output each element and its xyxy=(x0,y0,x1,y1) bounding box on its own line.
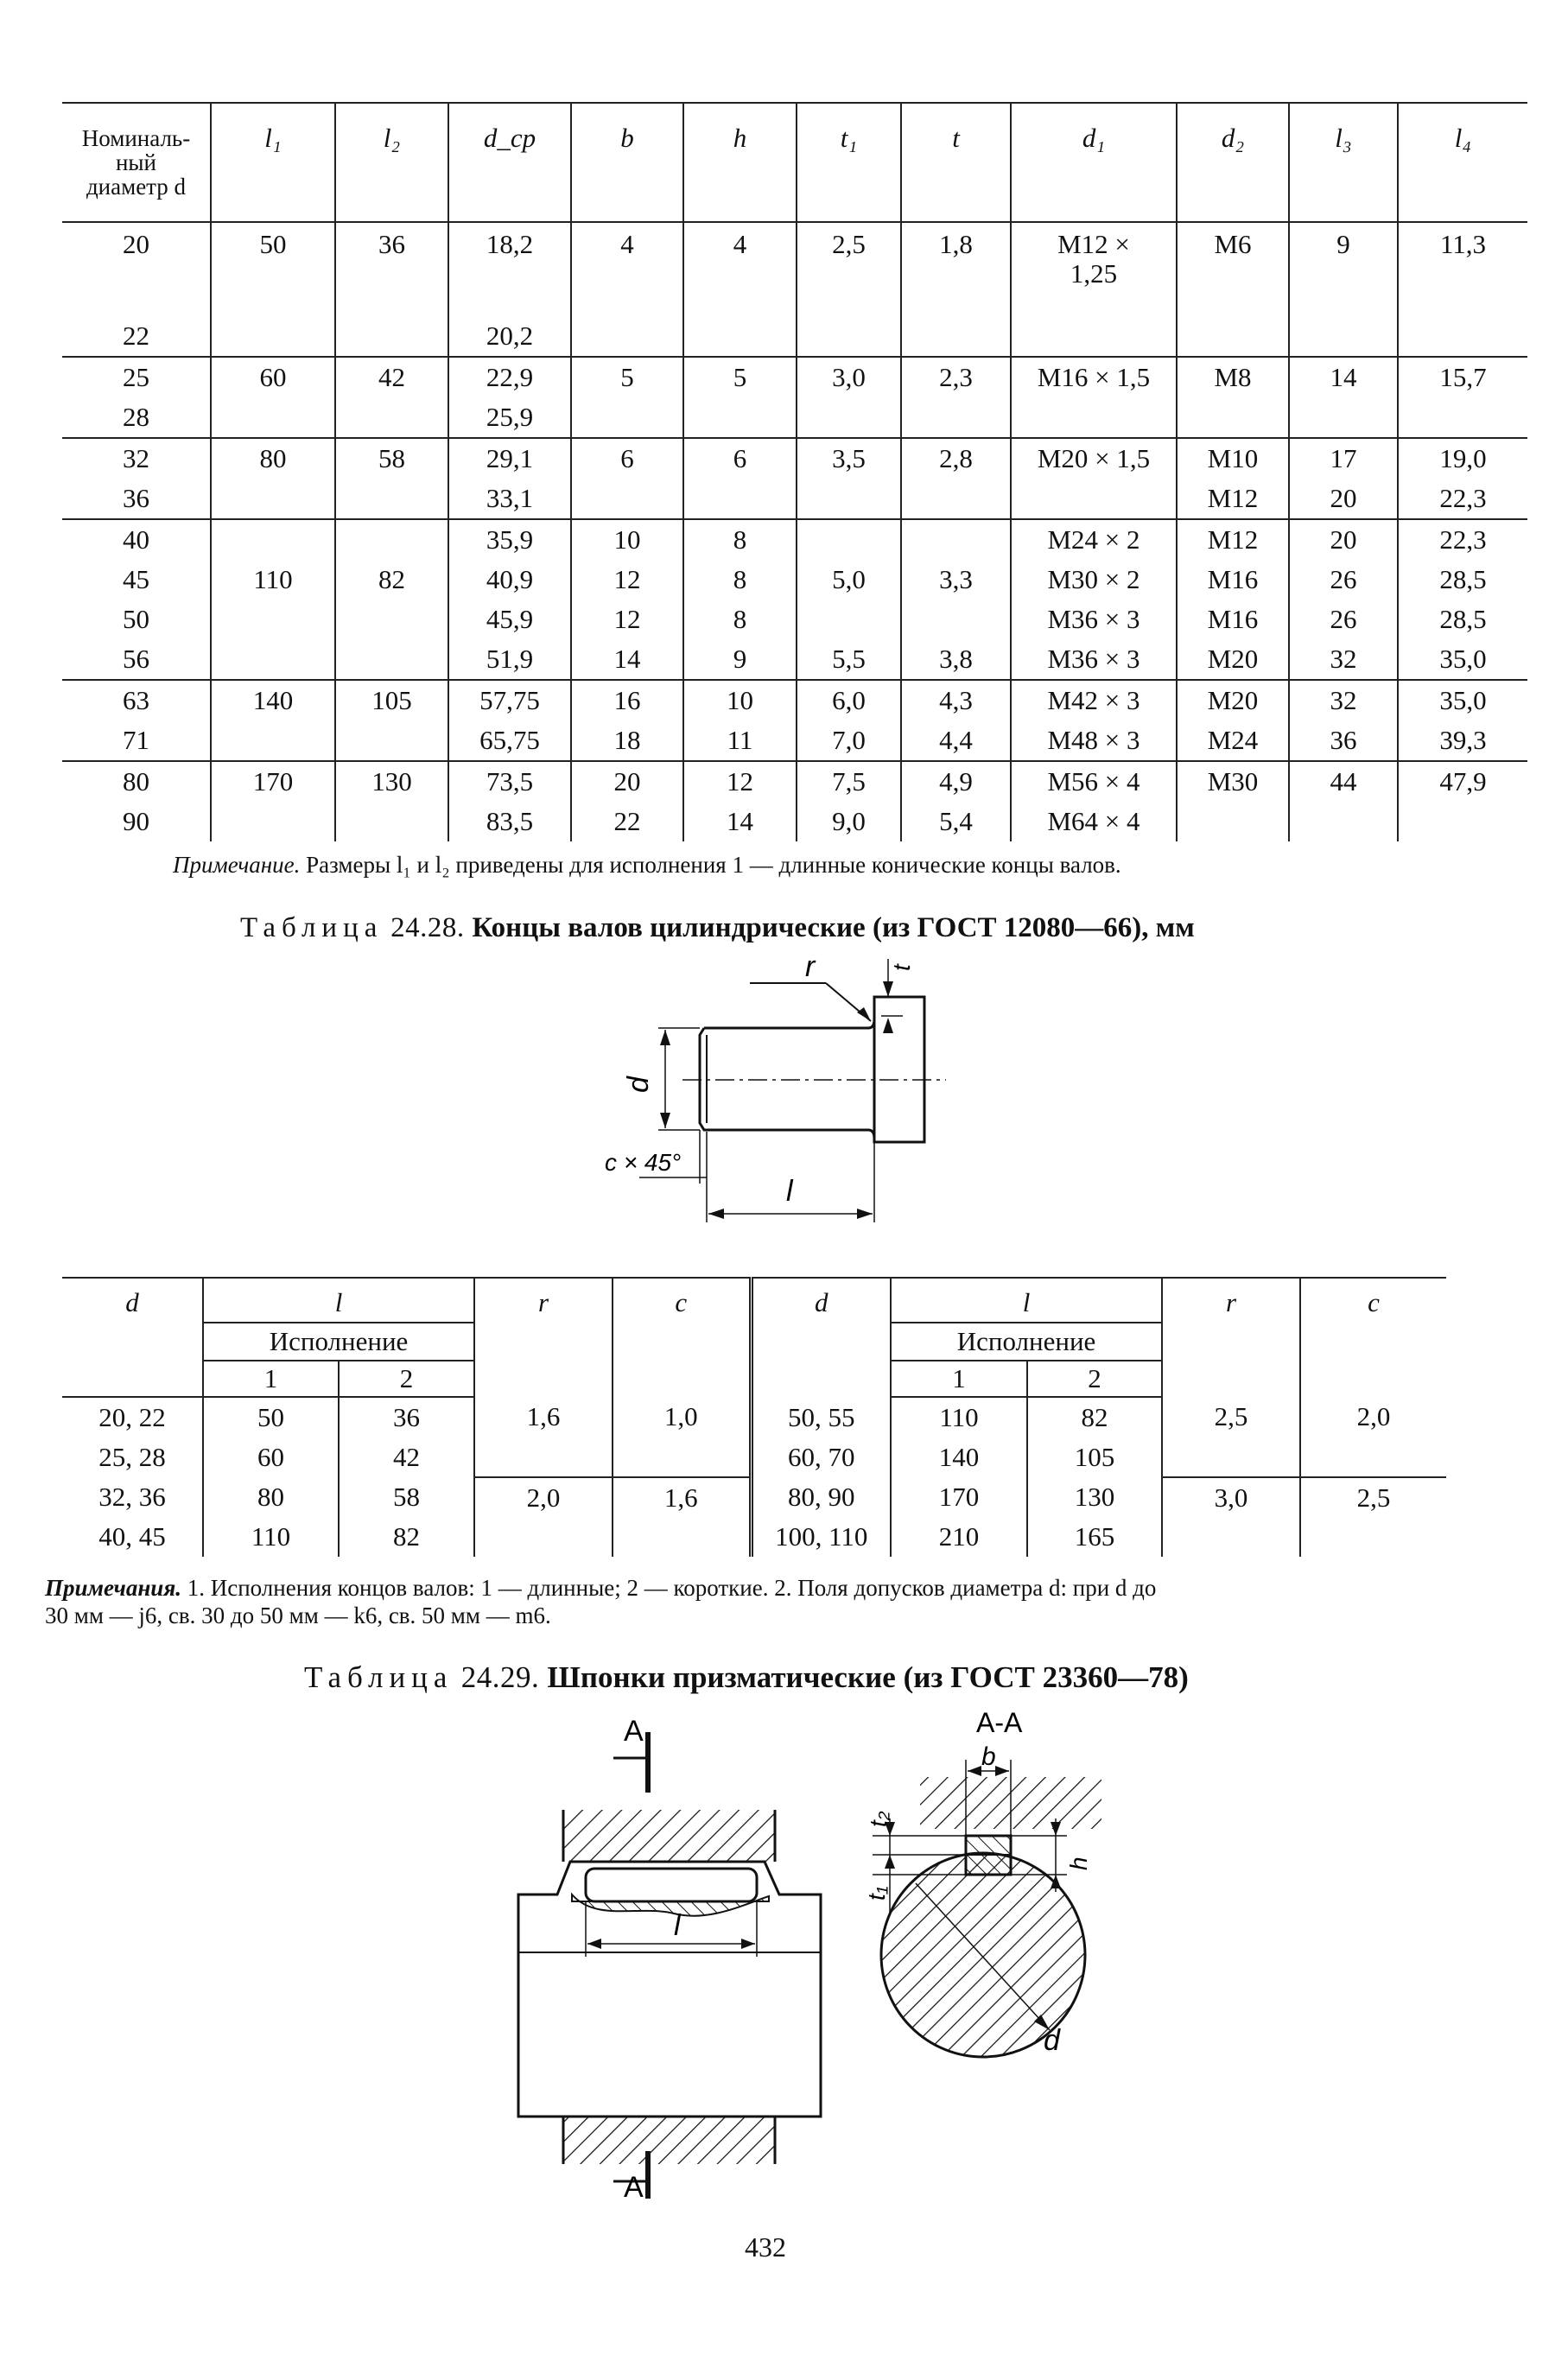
table-cell: 26 xyxy=(1289,560,1398,600)
table-cell: 6 xyxy=(571,438,683,479)
t2-header-c-right: c xyxy=(1300,1278,1446,1397)
table-cell: 2,8 xyxy=(901,438,1011,479)
t2-cell: 2,5 xyxy=(1162,1397,1300,1477)
table-cell: 11,3 xyxy=(1398,222,1527,316)
table-cell xyxy=(901,519,1011,560)
table-cell xyxy=(335,720,448,761)
table-cell: 80 xyxy=(211,438,335,479)
table-cell: 4 xyxy=(571,222,683,316)
t2-cell: 165 xyxy=(1027,1517,1162,1557)
table-cell: M30 × 2 xyxy=(1011,560,1177,600)
table-cell: 35,0 xyxy=(1398,639,1527,680)
t2-cell: 20, 22 xyxy=(62,1397,203,1438)
t2-cell: 60, 70 xyxy=(751,1438,891,1477)
label-t2: t₂ xyxy=(865,1811,892,1827)
table-cell xyxy=(211,600,335,639)
t2-cell: 50, 55 xyxy=(751,1397,891,1438)
caption-prefix: Таблица xyxy=(240,912,384,943)
t2-cell: 25, 28 xyxy=(98,1442,166,1472)
label-l: l xyxy=(786,1175,793,1208)
t2-header-r-right: r xyxy=(1162,1278,1300,1397)
t2-cell: 210 xyxy=(891,1517,1027,1557)
table-cell: 90 xyxy=(123,806,149,836)
note-text-1: 1. Исполнения концов валов: 1 — длинные; 2 — короткие. 2. Поля допусков диаметра d: при d до xyxy=(187,1575,1157,1601)
table-cell: 8 xyxy=(683,560,797,600)
table-row xyxy=(62,600,1527,639)
table-cell: 35,9 xyxy=(448,519,571,560)
label-d: d xyxy=(622,1076,655,1093)
label-A-bottom: A xyxy=(624,2171,644,2199)
caption-prefix: Таблица xyxy=(304,1660,454,1694)
note-label: Примечания. xyxy=(45,1575,181,1601)
table-cell: M20 × 1,5 xyxy=(1011,438,1177,479)
table-cell: M64 × 4 xyxy=(1011,802,1177,841)
table-cell: 3,8 xyxy=(901,639,1011,680)
t2-cell: 42 xyxy=(339,1438,474,1477)
table-cell: 65,75 xyxy=(448,720,571,761)
table-cell: 22,9 xyxy=(448,357,571,397)
table-row xyxy=(62,802,1527,841)
table-cell: 3,0 xyxy=(797,357,901,397)
table-cell: 2,5 xyxy=(797,222,901,316)
label-t: t xyxy=(888,964,915,971)
t2-cell: 60 xyxy=(203,1438,339,1477)
table-cell: 29,1 xyxy=(448,438,571,479)
t2-header-l-left: l xyxy=(203,1278,474,1323)
t2-cell: 82 xyxy=(1027,1397,1162,1438)
table-cell: 22 xyxy=(571,802,683,841)
table-cell xyxy=(335,397,448,438)
table-row xyxy=(62,720,1527,761)
t2-header-2-right: 2 xyxy=(1027,1361,1162,1397)
table-cell: 10 xyxy=(683,680,797,720)
table-cell xyxy=(1398,802,1527,841)
header-b: b xyxy=(571,103,683,222)
table-cell: 47,9 xyxy=(1398,761,1527,802)
table-cell: 7,5 xyxy=(797,761,901,802)
table-cell xyxy=(211,316,335,357)
table-cell: 5 xyxy=(571,357,683,397)
table-cell: 7,0 xyxy=(797,720,901,761)
table-cell: 20 xyxy=(571,761,683,802)
t2-cell: 140 xyxy=(891,1438,1027,1477)
table-cell: M16 xyxy=(1177,560,1289,600)
table-cell xyxy=(797,600,901,639)
table-cell xyxy=(335,479,448,519)
note-line-1 xyxy=(45,1574,1462,1602)
table-cell: 12 xyxy=(683,761,797,802)
table-cell xyxy=(1398,397,1527,438)
table-cell: 36 xyxy=(335,222,448,316)
table-cell: 130 xyxy=(335,761,448,802)
table-row xyxy=(62,680,1527,720)
table-cell: 33,1 xyxy=(448,479,571,519)
label-h: h xyxy=(1065,1856,1092,1870)
table-cell: 9 xyxy=(683,639,797,680)
table-cell: M16 xyxy=(1177,600,1289,639)
table2-header-row xyxy=(62,1278,1446,1323)
table-cell xyxy=(335,802,448,841)
label-c: c × 45° xyxy=(605,1149,682,1176)
table-cell xyxy=(683,479,797,519)
figure-cylindrical-shaft-end xyxy=(605,950,968,1235)
table-cell: M12 × 1,25 xyxy=(1011,222,1177,316)
table-cell: M30 xyxy=(1177,761,1289,802)
table-cell: 80 xyxy=(62,761,211,802)
caption-table-24-29 xyxy=(304,1660,1189,1695)
table-cell: 57,75 xyxy=(448,680,571,720)
table-cell xyxy=(1289,397,1398,438)
table-cell: 15,7 xyxy=(1398,357,1527,397)
table-row xyxy=(62,761,1527,802)
table-cell: M24 xyxy=(1177,720,1289,761)
note-label: Примечание. xyxy=(173,852,301,878)
table-cell: 105 xyxy=(335,680,448,720)
t2-cell: 2,0 xyxy=(474,1477,613,1557)
table-cell: 28 xyxy=(123,402,149,432)
table-cell xyxy=(1177,802,1289,841)
table-cell xyxy=(1289,316,1398,357)
table-cell: 140 xyxy=(211,680,335,720)
table-cell: M48 × 3 xyxy=(1011,720,1177,761)
table-row xyxy=(62,560,1527,600)
table-cell xyxy=(335,600,448,639)
table-cell: 39,3 xyxy=(1398,720,1527,761)
table-cell: 22,3 xyxy=(1398,479,1527,519)
label-b: b xyxy=(981,1742,996,1771)
header-nominal-diameter: Номиналь- ный диаметр d xyxy=(62,103,211,222)
t2-cell: 3,0 xyxy=(1162,1477,1300,1557)
shaft-end-outline xyxy=(700,1019,874,1139)
table-cell xyxy=(335,316,448,357)
table-cell: 16 xyxy=(571,680,683,720)
table-cell: 19,0 xyxy=(1398,438,1527,479)
table-cell: 50 xyxy=(123,604,149,634)
table-row xyxy=(62,479,1527,519)
table-cell: 6 xyxy=(683,438,797,479)
table-cell: 71 xyxy=(123,725,149,755)
table-cell: 17 xyxy=(1289,438,1398,479)
table-cell: 36 xyxy=(1289,720,1398,761)
t2-header-ispolnenie-right: Исполнение xyxy=(891,1323,1162,1361)
t2-cell: 58 xyxy=(339,1477,474,1517)
table-cell xyxy=(571,397,683,438)
table-cell xyxy=(211,802,335,841)
table-cell xyxy=(571,316,683,357)
t2-header-l-right: l xyxy=(891,1278,1162,1323)
t2-cell: 1,6 xyxy=(613,1477,751,1557)
table-cell xyxy=(1011,479,1177,519)
table-cell: M10 xyxy=(1177,438,1289,479)
table-cell: 5,5 xyxy=(797,639,901,680)
table-cell: 12 xyxy=(571,600,683,639)
table-cell xyxy=(797,397,901,438)
t2-header-ispolnenie-left: Исполнение xyxy=(203,1323,474,1361)
table-cell: 22,3 xyxy=(1398,519,1527,560)
header-l3: l₃ xyxy=(1289,103,1398,222)
table-cell xyxy=(683,397,797,438)
t2-header-1-right: 1 xyxy=(891,1361,1027,1397)
table-cell: 73,5 xyxy=(448,761,571,802)
table-cell: 50 xyxy=(211,222,335,316)
note-line-2: 30 мм — j6, св. 30 до 50 мм — k6, св. 50 мм — m6. xyxy=(45,1603,551,1628)
table-cell xyxy=(211,720,335,761)
table-cell: 4 xyxy=(683,222,797,316)
caption-title: Концы валов цилиндрические (из ГОСТ 12080—66), мм xyxy=(472,912,1195,943)
table-cell: 40 xyxy=(62,519,211,560)
table-cell: 44 xyxy=(1289,761,1398,802)
table-conical-shaft-ends xyxy=(62,102,1527,841)
table-cell: 45,9 xyxy=(448,600,571,639)
table-cell xyxy=(901,397,1011,438)
t2-cell: 32, 36 xyxy=(98,1482,166,1512)
t2-cell: 40, 45 xyxy=(98,1521,166,1552)
caption-title: Шпонки призматические (из ГОСТ 23360—78) xyxy=(547,1660,1189,1694)
table-cell: M20 xyxy=(1177,680,1289,720)
table-cell: 4,9 xyxy=(901,761,1011,802)
table-cell: 6,0 xyxy=(797,680,901,720)
table-cell: M36 × 3 xyxy=(1011,600,1177,639)
t2-header-2-left: 2 xyxy=(339,1361,474,1397)
t2-cell: 170 xyxy=(891,1477,1027,1517)
table-cell: 2,3 xyxy=(901,357,1011,397)
table-cell xyxy=(211,397,335,438)
table-cell: 26 xyxy=(1289,600,1398,639)
table-cell: M36 × 3 xyxy=(1011,639,1177,680)
table-cell: 5 xyxy=(683,357,797,397)
table-cell: 63 xyxy=(62,680,211,720)
table-cell: 9 xyxy=(1289,222,1398,316)
table-cell xyxy=(1011,316,1177,357)
table-cell: 5,4 xyxy=(901,802,1011,841)
t2-cell: 105 xyxy=(1027,1438,1162,1477)
table-cell: 28,5 xyxy=(1398,600,1527,639)
t2-cell: 2,5 xyxy=(1300,1477,1446,1557)
table-cell: 45 xyxy=(123,564,149,594)
table-cell: 51,9 xyxy=(448,639,571,680)
table-cell: 20,2 xyxy=(448,316,571,357)
table-cell xyxy=(1011,397,1177,438)
label-A-top: A xyxy=(624,1715,644,1748)
table-cell xyxy=(1177,316,1289,357)
table-cell: 9,0 xyxy=(797,802,901,841)
table-cell: M20 xyxy=(1177,639,1289,680)
table-cell: 1,8 xyxy=(901,222,1011,316)
t2-cell: 80, 90 xyxy=(751,1477,891,1517)
table-cell: 110 xyxy=(211,560,335,600)
t2-cell: 110 xyxy=(891,1397,1027,1438)
table-cell: 83,5 xyxy=(448,802,571,841)
page-number: 432 xyxy=(745,2231,786,2263)
table-cell: 35,0 xyxy=(1398,680,1527,720)
table-cell: 58 xyxy=(335,438,448,479)
table1-note xyxy=(173,851,1121,879)
table-cell xyxy=(1289,802,1398,841)
table-header-row xyxy=(62,103,1527,222)
table-cell: 20 xyxy=(1289,519,1398,560)
table-cell: 8 xyxy=(683,600,797,639)
table-cell: 60 xyxy=(211,357,335,397)
table-cell xyxy=(901,600,1011,639)
table-cell: 25 xyxy=(62,357,211,397)
label-d: d xyxy=(1044,2024,1060,2057)
key-cross-section xyxy=(873,1760,1101,2057)
table-cell xyxy=(1177,397,1289,438)
table-cell: 32 xyxy=(1289,680,1398,720)
table-cell: M42 × 3 xyxy=(1011,680,1177,720)
table-cell: 8 xyxy=(683,519,797,560)
table-row xyxy=(62,357,1527,397)
label-l: l xyxy=(674,1909,681,1942)
t2-cell: 36 xyxy=(339,1397,474,1438)
table-cell xyxy=(211,479,335,519)
header-l2: l₂ xyxy=(335,103,448,222)
t2-cell: 1,6 xyxy=(474,1397,613,1477)
t2-cell: 110 xyxy=(203,1517,339,1557)
table-cell: 28,5 xyxy=(1398,560,1527,600)
t2-cell: 82 xyxy=(339,1517,474,1557)
table-cell xyxy=(335,519,448,560)
table-row xyxy=(62,639,1527,680)
table-cell: M12 xyxy=(1177,519,1289,560)
table-cell xyxy=(797,479,901,519)
t2-header-d-left: d xyxy=(62,1278,203,1397)
table-cell: 170 xyxy=(211,761,335,802)
table-cell: M12 xyxy=(1177,479,1289,519)
table-cell: M56 × 4 xyxy=(1011,761,1177,802)
table-cell: 11 xyxy=(683,720,797,761)
table-cell xyxy=(211,639,335,680)
table-cell: 14 xyxy=(683,802,797,841)
table-cell: 32 xyxy=(1289,639,1398,680)
caption-number: 24.28. xyxy=(390,912,465,943)
table-cell xyxy=(1398,316,1527,357)
t2-cell: 2,0 xyxy=(1300,1397,1446,1477)
table-cell: 36 xyxy=(123,483,149,513)
table-cell: 32 xyxy=(62,438,211,479)
key-longitudinal-view xyxy=(518,1732,821,2199)
table-cell xyxy=(901,479,1011,519)
label-t1: t₁ xyxy=(863,1886,890,1901)
table-cell xyxy=(211,519,335,560)
t2-header-d-right: d xyxy=(751,1278,891,1397)
table-cell: M8 xyxy=(1177,357,1289,397)
table-cell xyxy=(335,639,448,680)
table-cell: 82 xyxy=(335,560,448,600)
table-cell: 4,4 xyxy=(901,720,1011,761)
header-d2: d₂ xyxy=(1177,103,1289,222)
table-cell: 3,5 xyxy=(797,438,901,479)
table-cell: 22 xyxy=(123,321,149,351)
table-row xyxy=(62,222,1527,316)
note-text: Размеры l₁ и l₂ приведены для исполнения 1 — длинные конические концы валов. xyxy=(306,852,1121,878)
table-cylindrical-shaft-ends xyxy=(62,1277,1446,1557)
table-row xyxy=(62,519,1527,560)
t2-cell: 80 xyxy=(203,1477,339,1517)
t2-header-c-left: c xyxy=(613,1278,751,1397)
table-row xyxy=(62,316,1527,357)
header-d1: d₁ xyxy=(1011,103,1177,222)
header-dsr: d_ср xyxy=(448,103,571,222)
table-cell: 56 xyxy=(123,644,149,674)
t2-cell: 1,0 xyxy=(613,1397,751,1477)
table-cell: 10 xyxy=(571,519,683,560)
table-row xyxy=(62,1397,1446,1438)
table-cell: M24 × 2 xyxy=(1011,519,1177,560)
table-cell: 3,3 xyxy=(901,560,1011,600)
t2-cell: 100, 110 xyxy=(751,1517,891,1557)
table-cell: 18 xyxy=(571,720,683,761)
table2-note xyxy=(45,1574,1462,1629)
figure-prismatic-key xyxy=(510,1706,1132,2199)
t2-header-r-left: r xyxy=(474,1278,613,1397)
table-cell: 18,2 xyxy=(448,222,571,316)
t2-header-1-left: 1 xyxy=(203,1361,339,1397)
table-cell xyxy=(797,519,901,560)
header-t1: t₁ xyxy=(797,103,901,222)
table-cell: 20 xyxy=(1289,479,1398,519)
table-cell: 4,3 xyxy=(901,680,1011,720)
t2-cell: 130 xyxy=(1027,1477,1162,1517)
table-cell: 25,9 xyxy=(448,397,571,438)
table-cell xyxy=(683,316,797,357)
table-cell xyxy=(571,479,683,519)
header-h: h xyxy=(683,103,797,222)
table-row xyxy=(62,1477,1446,1517)
header-l4: l₄ xyxy=(1398,103,1527,222)
table-cell: 14 xyxy=(1289,357,1398,397)
table-cell: 42 xyxy=(335,357,448,397)
table-row xyxy=(62,397,1527,438)
table-cell: 14 xyxy=(571,639,683,680)
label-section-AA: A-A xyxy=(976,1707,1023,1738)
table-cell xyxy=(901,316,1011,357)
table-cell: M6 xyxy=(1177,222,1289,316)
table-cell: M16 × 1,5 xyxy=(1011,357,1177,397)
caption-number: 24.29. xyxy=(460,1660,540,1694)
table-cell: 40,9 xyxy=(448,560,571,600)
shaft-shoulder xyxy=(874,997,924,1142)
table-cell: 12 xyxy=(571,560,683,600)
label-r: r xyxy=(805,950,816,983)
header-l1: l₁ xyxy=(211,103,335,222)
table-cell: 20 xyxy=(123,229,149,259)
header-t: t xyxy=(901,103,1011,222)
caption-table-24-28 xyxy=(240,912,1195,944)
table-cell xyxy=(797,316,901,357)
t2-cell: 50 xyxy=(203,1397,339,1438)
table-row xyxy=(62,438,1527,479)
table-cell: 5,0 xyxy=(797,560,901,600)
